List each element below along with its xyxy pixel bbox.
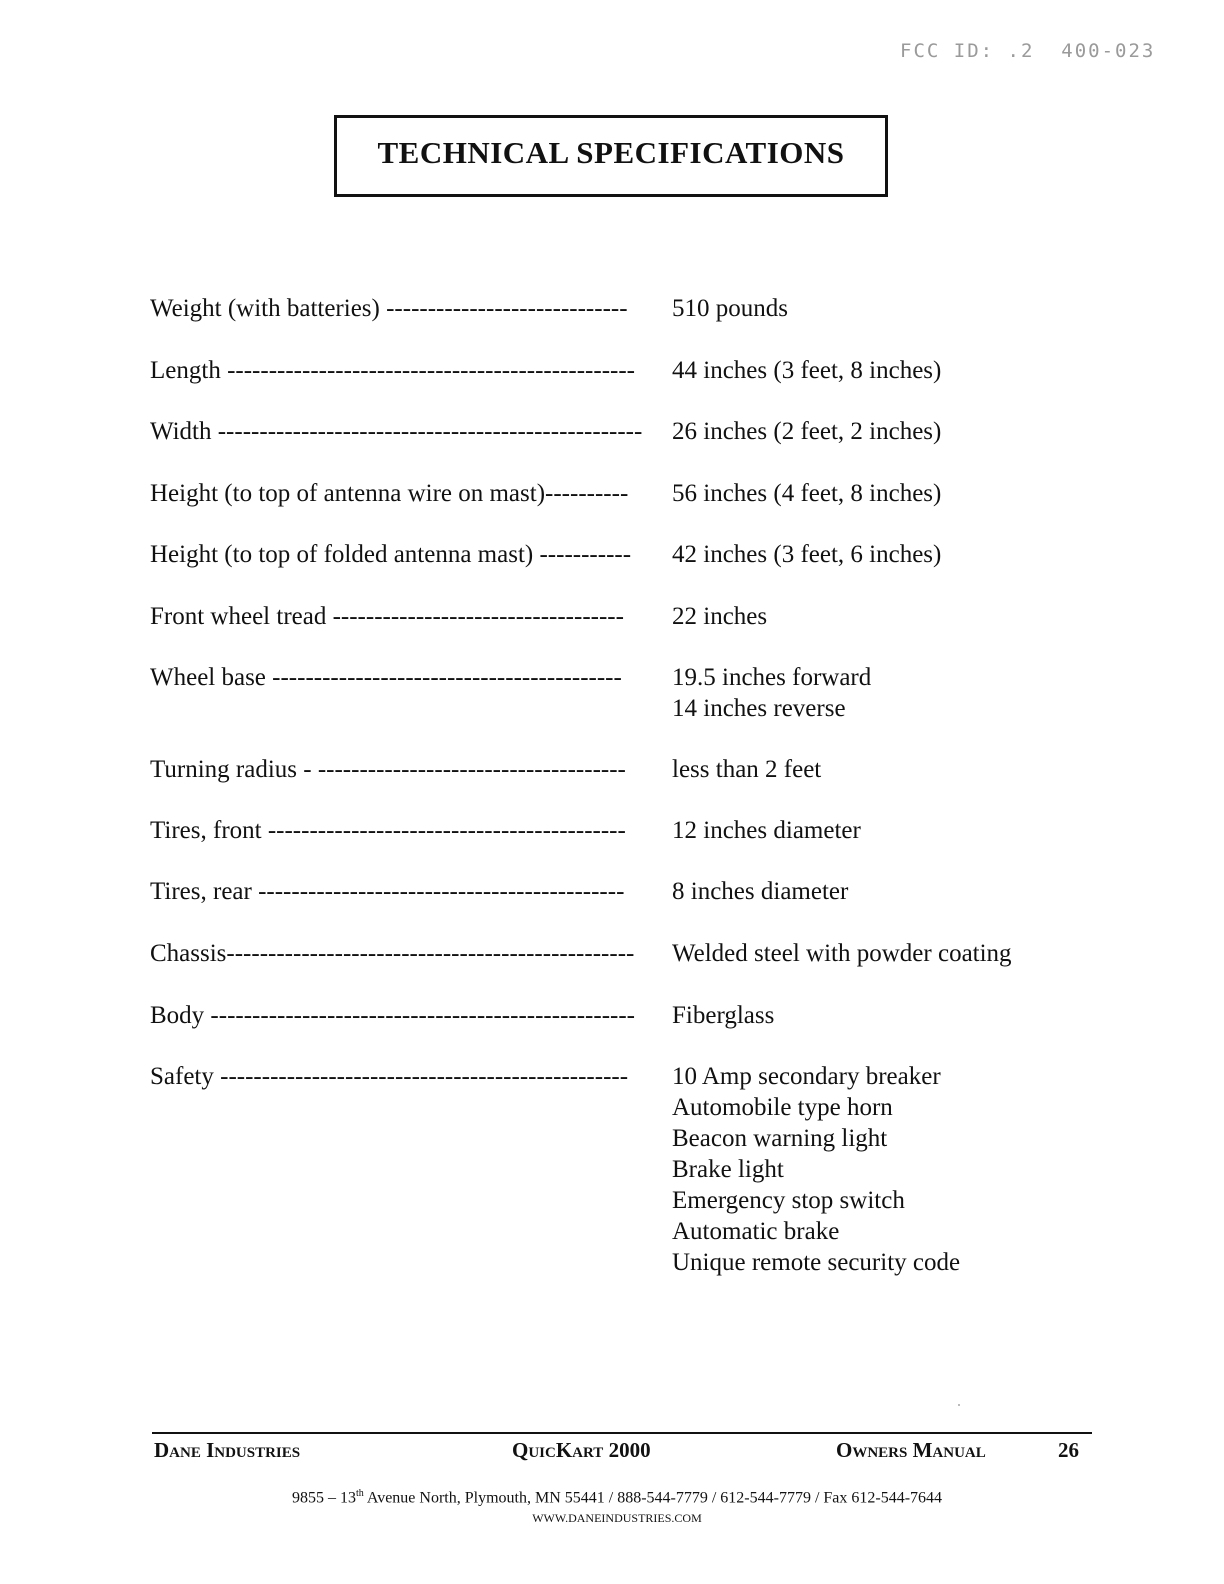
- spec-label: Wheel base ------------------------------------------: [150, 664, 622, 691]
- spec-value: 12 inches diameter: [672, 817, 861, 844]
- footer-rule: [152, 1432, 1092, 1434]
- spec-value: 510 pounds: [672, 295, 788, 322]
- spec-value: Unique remote security code: [672, 1249, 961, 1276]
- spec-values: [672, 601, 1072, 632]
- footer-address: [152, 1488, 1082, 1507]
- footer-company: Dane Industries: [154, 1438, 301, 1462]
- footer-bar: [152, 1438, 1092, 1466]
- spec-values: [672, 1061, 1072, 1278]
- footer-manual-title: Owners Manual: [836, 1438, 986, 1462]
- spec-value: 42 inches (3 feet, 6 inches): [672, 541, 942, 568]
- spec-label: Tires, rear --------------------------------------------: [150, 878, 625, 905]
- spec-values: [672, 355, 1072, 386]
- spec-value: 8 inches diameter: [672, 878, 849, 905]
- footer-product: QuicKart 2000: [512, 1438, 651, 1462]
- spec-label: Width ---------------------------------------------------: [150, 418, 643, 445]
- spec-values: [672, 876, 1072, 907]
- spec-value: 14 inches reverse: [672, 695, 846, 722]
- title-box: [334, 115, 888, 197]
- address-ordinal: th: [355, 1488, 364, 1499]
- spec-label: Front wheel tread -----------------------------------: [150, 603, 624, 630]
- spec-value: Beacon warning light: [672, 1125, 888, 1152]
- spec-values: [672, 1000, 1072, 1031]
- page-title: TECHNICAL SPECIFICATIONS: [377, 135, 845, 170]
- spec-value: 44 inches (3 feet, 8 inches): [672, 357, 942, 384]
- spec-value: Fiberglass: [672, 1002, 775, 1029]
- spec-values: [672, 539, 1072, 570]
- fcc-id-stamp: FCC ID: .2 400-023: [900, 40, 1156, 62]
- spec-label: Safety -------------------------------------------------: [150, 1063, 629, 1090]
- page-number: 26: [1058, 1438, 1079, 1462]
- spec-values: [672, 938, 1072, 969]
- spec-value: Automatic brake: [672, 1218, 840, 1245]
- spec-value: 10 Amp secondary breaker: [672, 1063, 941, 1090]
- spec-value: 56 inches (4 feet, 8 inches): [672, 480, 942, 507]
- spec-value: Emergency stop switch: [672, 1187, 905, 1214]
- spec-values: [672, 815, 1072, 846]
- spec-values: [672, 478, 1072, 509]
- spec-label: Height (to top of folded antenna mast) -----------: [150, 541, 632, 568]
- spec-value: Automobile type horn: [672, 1094, 893, 1121]
- spec-value: Welded steel with powder coating: [672, 940, 1012, 967]
- address-street-number: 9855 – 13: [291, 1489, 356, 1507]
- spec-values: [672, 416, 1072, 447]
- address-rest: Avenue North, Plymouth, MN 55441 / 888-544-7779 / 612-544-7779 / Fax 612-544-7644: [363, 1489, 943, 1507]
- footer-website: WWW.DANEINDUSTRIES.COM: [532, 1511, 702, 1525]
- spec-label: Body ---------------------------------------------------: [150, 1002, 636, 1029]
- spec-label: Tires, front -------------------------------------------: [150, 817, 626, 844]
- scan-speck: [958, 1404, 960, 1406]
- spec-values: [672, 662, 1072, 724]
- spec-value: less than 2 feet: [672, 756, 822, 783]
- spec-values: [672, 293, 1072, 324]
- spec-label: Height (to top of antenna wire on mast)----------: [150, 480, 629, 507]
- spec-label: Chassis-------------------------------------------------: [150, 940, 635, 967]
- spec-label: Turning radius - -------------------------------------: [150, 756, 626, 783]
- spec-value: 19.5 inches forward: [672, 664, 872, 691]
- spec-value: Brake light: [672, 1156, 784, 1183]
- spec-label: Weight (with batteries) -----------------------------: [150, 295, 628, 322]
- spec-label: Length -------------------------------------------------: [150, 357, 635, 384]
- spec-value: 22 inches: [672, 603, 768, 630]
- spec-values: [672, 754, 1072, 785]
- spec-value: 26 inches (2 feet, 2 inches): [672, 418, 942, 445]
